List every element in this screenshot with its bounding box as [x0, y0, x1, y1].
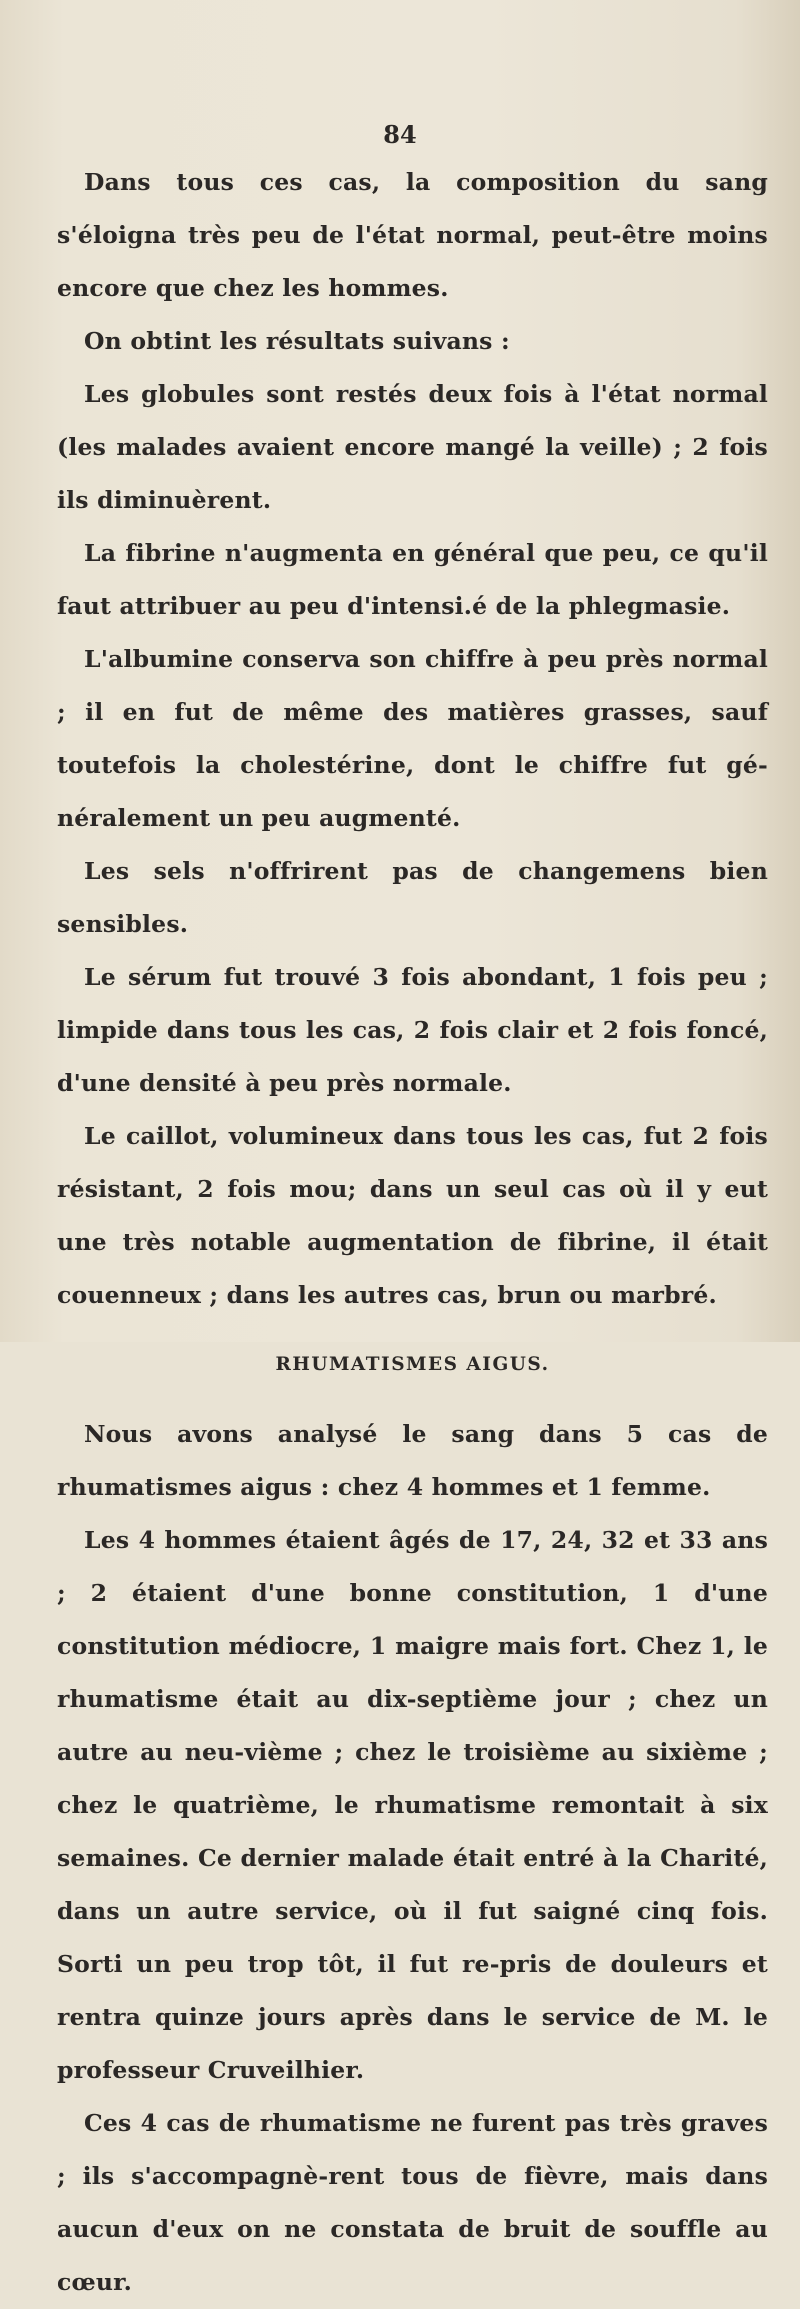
paragraph: Le sérum fut trouvé 3 fois abondant, 1 fois peu ; limpide dans tous les cas, 2 fois clair et 2 fois foncé, d'une densité à peu près normale.	[57, 963, 768, 1097]
paragraph: Les globules sont restés deux fois à l'état normal (les malades avaient encore mangé la veille) ; 2 fois ils diminuèrent.	[57, 380, 768, 514]
paragraph: La fibrine n'augmenta en général que peu, ce qu'il faut attribuer au peu d'intensi.é de la phlegmasie.	[57, 539, 768, 620]
page-number: 84	[383, 120, 417, 149]
page-text	[57, 156, 768, 2309]
paragraph: Ces 4 cas de rhumatisme ne furent pas très graves ; ils s'accompagnè-rent tous de fièvre, mais dans aucun d'eux on ne constata de bruit de souffle au cœur.	[57, 2109, 768, 2296]
paragraph: Dans tous ces cas, la composition du sang s'éloigna très peu de l'état normal, peut-être moins encore que chez les hommes.	[57, 168, 768, 302]
paragraph: Nous avons analysé le sang dans 5 cas de rhumatismes aigus : chez 4 hommes et 1 femme.	[57, 1420, 768, 1501]
paragraph: Les sels n'offrirent pas de changemens bien sensibles.	[57, 857, 768, 938]
paragraph: Le caillot, volumineux dans tous les cas, fut 2 fois résistant, 2 fois mou; dans un seul cas où il y eut une très notable augmentation de fibrine, il était couenneux ; dans les autres cas, brun ou marbré.	[57, 1122, 768, 1309]
paragraph: L'albumine conserva son chiffre à peu près normal ; il en fut de même des matières grasses, sauf toutefois la cholestérine, dont le chiffre fut gé-néralement un peu augmenté.	[57, 645, 768, 832]
paragraph: Les 4 hommes étaient âgés de 17, 24, 32 et 33 ans ; 2 étaient d'une bonne constitution, 1 d'une constitution médiocre, 1 maigre mais fort. Chez 1, le rhumatisme était au dix-septième jour ; chez un autre au neu-vième ; chez le troisième au sixième ; chez le quatrième, le rhumatisme remontait à six semaines. Ce dernier malade était entré à la Charité, dans un autre service, où il fut saigné cinq fois. Sorti un peu trop tôt, il fut re-pris de douleurs et rentra quinze jours après dans le service de M. le professeur Cruveilhier.	[57, 1526, 768, 2084]
section-title: RHUMATISMES AIGUS.	[275, 1354, 550, 1375]
paragraph: On obtint les résultats suivans :	[84, 327, 510, 355]
